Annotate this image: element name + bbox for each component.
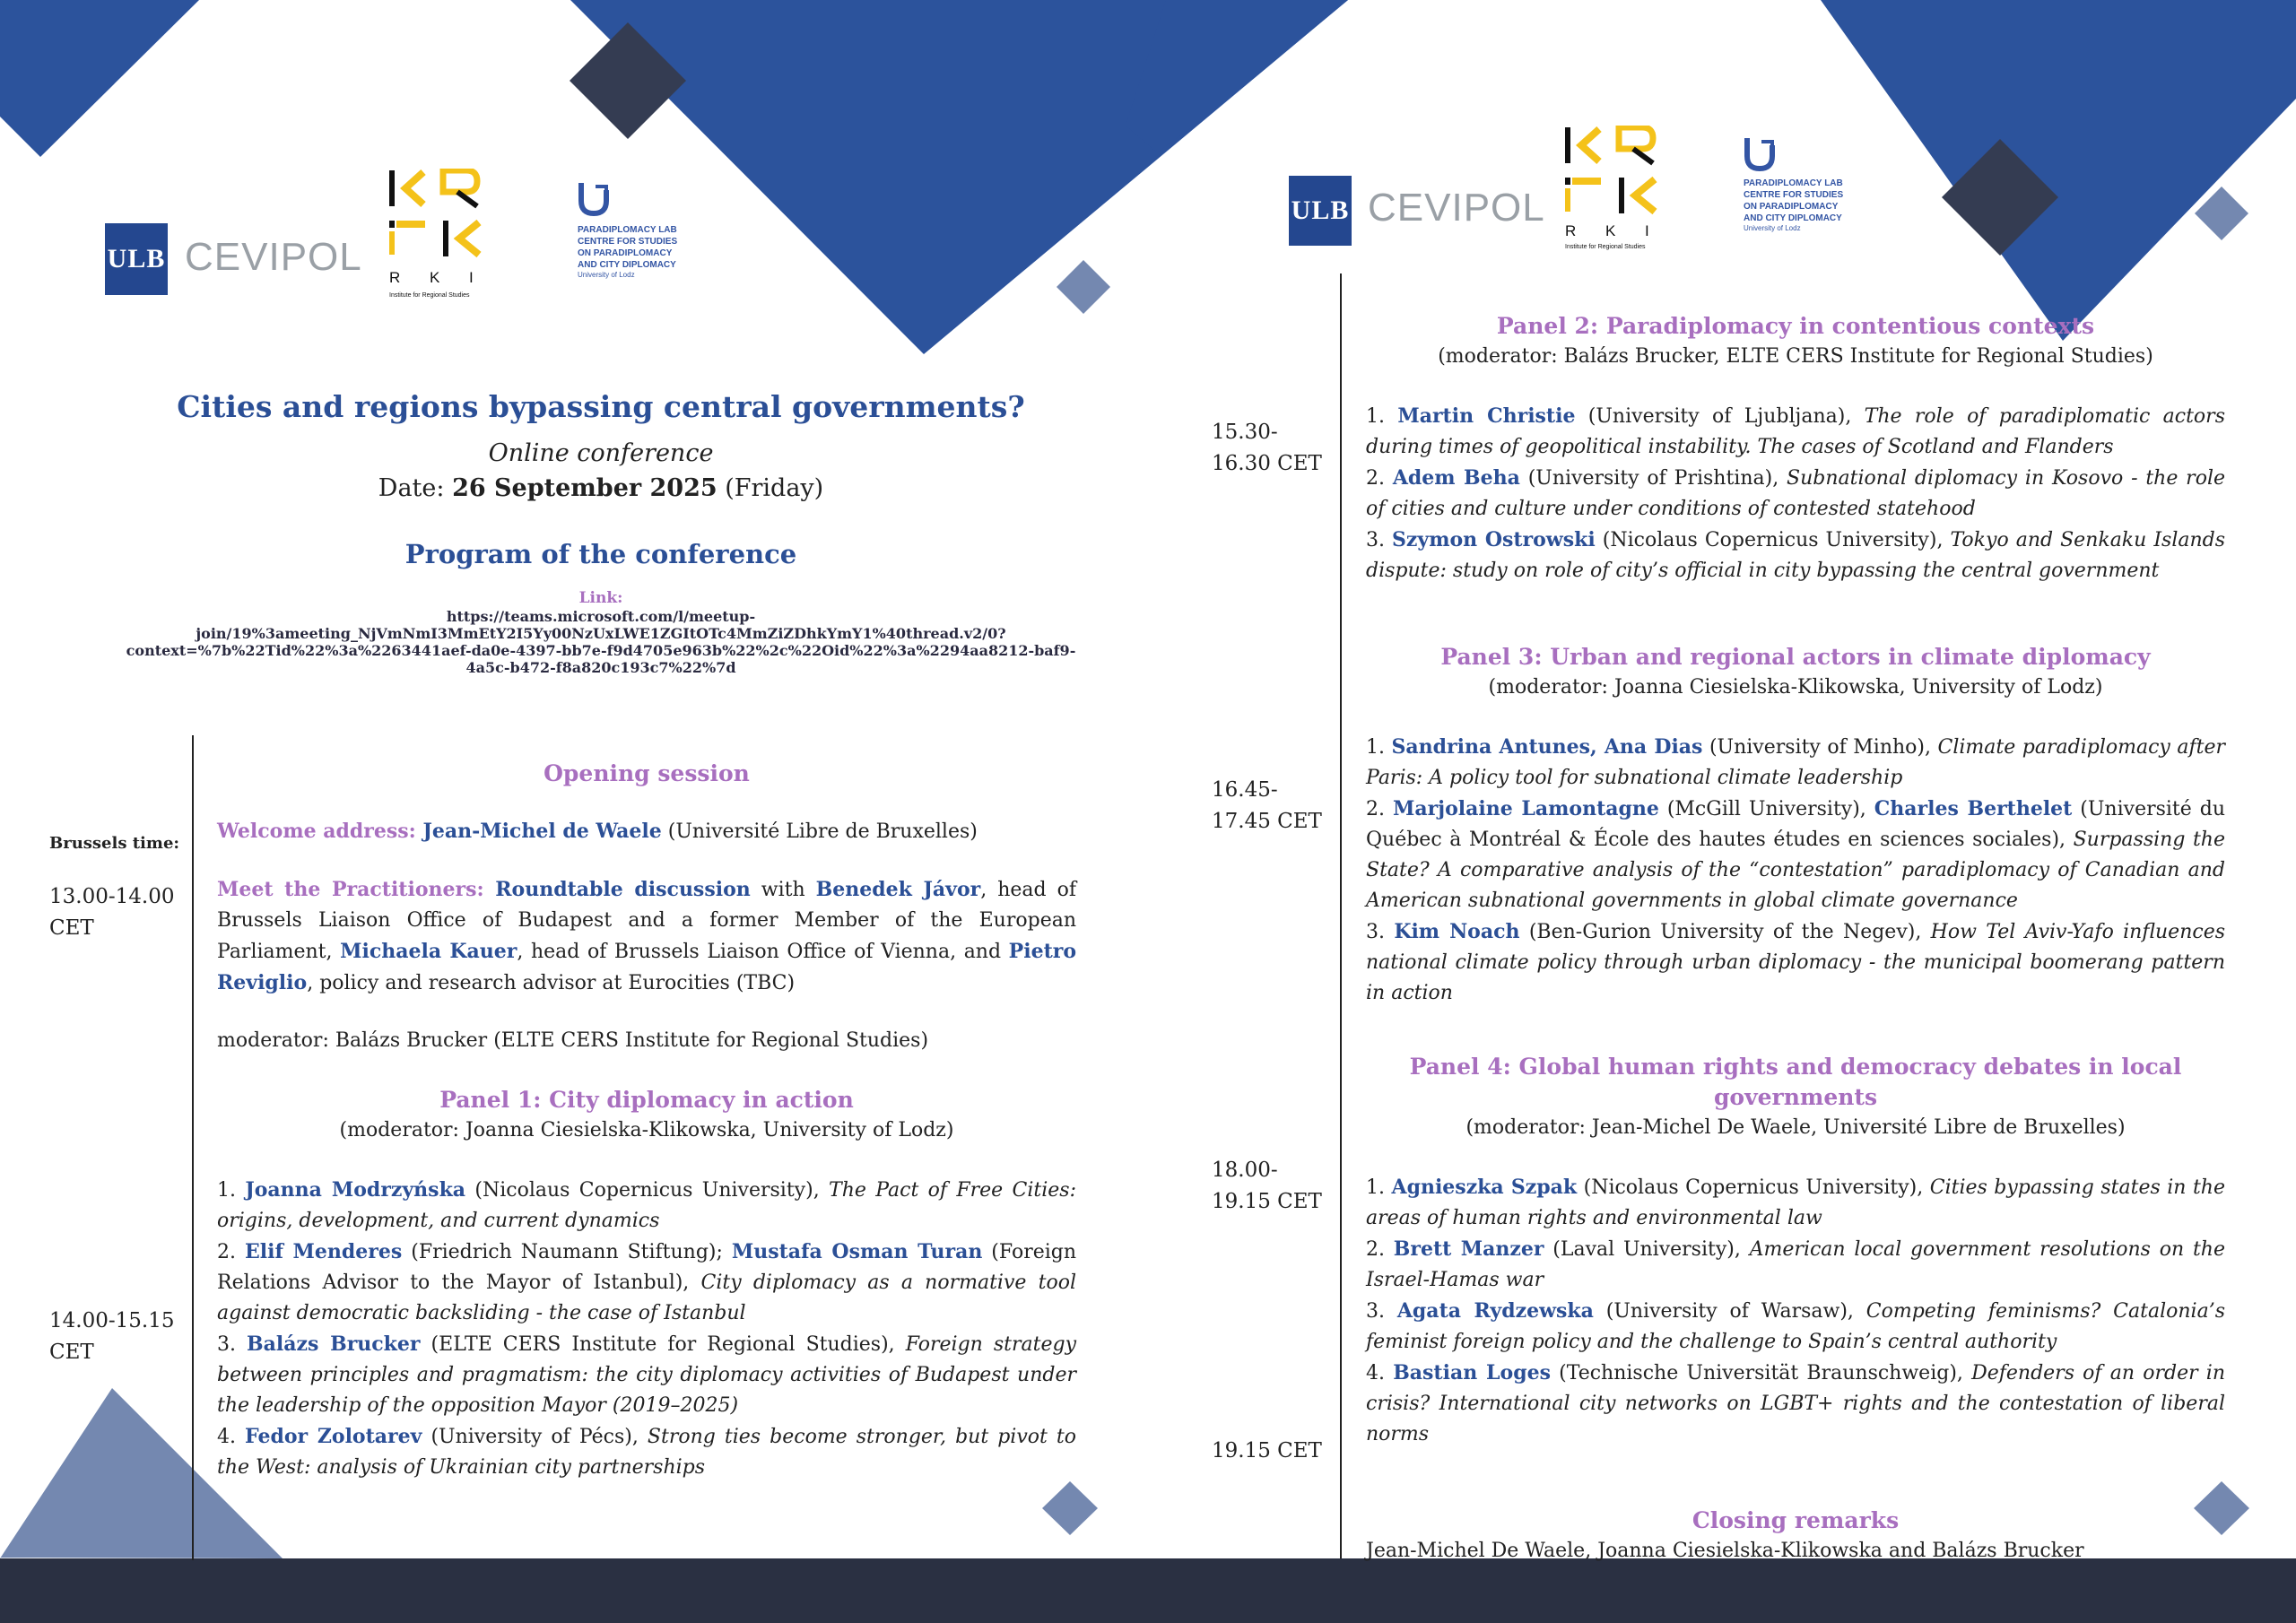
talk-title: Cities bypassing states in the areas of human rights and environmental law bbox=[1366, 1176, 2225, 1229]
link-line[interactable]: context=%7b%22Tid%22%3a%2263441aef-da0e-4397-bb7e-f9d4705e963b%22%2c%22Oid%22%3a%2294aa8212-baf9- bbox=[126, 642, 1076, 659]
panel2-moderator: (moderator: Balázs Brucker, ELTE CERS Institute for Regional Studies) bbox=[1438, 345, 2153, 368]
ulb-logo-right: ULB bbox=[1289, 176, 1352, 246]
time-text: 14.00-15.15 bbox=[49, 1309, 175, 1332]
item-number: 3. bbox=[1366, 1300, 1397, 1323]
conference-subtitle: Online conference bbox=[488, 439, 714, 467]
speaker-affiliation: (McGill University), bbox=[1658, 798, 1874, 820]
link-line[interactable]: 4a5c-b472-f8a820c193c7%22%7d bbox=[465, 659, 736, 676]
panel4-title: Panel 4: Global human rights and democracy debates in local governments bbox=[1409, 1054, 2182, 1110]
time-text: 18.00- bbox=[1212, 1159, 1278, 1182]
panel1-title: Panel 1: City diplomacy in action bbox=[439, 1087, 854, 1113]
conference-title: Cities and regions bypassing central governments? bbox=[177, 389, 1025, 424]
speaker-name: Fedor Zolotarev bbox=[245, 1425, 422, 1448]
time-text: CET bbox=[49, 916, 94, 940]
link-label: Link: bbox=[578, 589, 623, 607]
cevipol-logo-right: CEVIPOL bbox=[1368, 186, 1545, 230]
speaker-name: Marjolaine Lamontagne bbox=[1392, 797, 1659, 820]
speaker-name: Agata Rydzewska bbox=[1396, 1299, 1594, 1323]
list-item bbox=[1366, 794, 2225, 916]
lab-university: University of Lodz bbox=[1744, 224, 1801, 232]
panel3-moderator: (moderator: Joanna Ciesielska-Klikowska, University of Lodz) bbox=[1488, 676, 2103, 699]
closing-title: Closing remarks bbox=[1692, 1507, 1900, 1533]
talk-title: How Tel Aviv-Yafo influences national climate policy through urban diplomacy - the municipal boomerang pattern in action bbox=[1366, 921, 2226, 1004]
conference-header bbox=[90, 387, 1112, 676]
talk-title: American local government resolutions on the Israel-Hamas war bbox=[1366, 1238, 2225, 1291]
lab-name-line: PARADIPLOMACY LAB bbox=[1744, 178, 1843, 188]
speaker-affiliation: (Université Libre de Bruxelles) bbox=[661, 820, 978, 843]
panel3-list bbox=[1366, 732, 2225, 1009]
date-prefix: Date: bbox=[378, 474, 453, 502]
talk-title: Subnational diplomacy in Kosovo - the role of cities and culture under conditions of contested statehood bbox=[1366, 467, 2225, 520]
speaker-affiliation: (Nicolaus Copernicus University), bbox=[1577, 1176, 1930, 1199]
light-diamond-3 bbox=[1042, 1481, 1098, 1535]
list-item bbox=[1366, 1234, 2225, 1296]
item-number: 3. bbox=[1366, 529, 1393, 551]
speaker-name: Charles Berthelet bbox=[1874, 797, 2073, 820]
time-text: 19.15 CET bbox=[1212, 1439, 1322, 1462]
speaker-name: Elif Menderes bbox=[244, 1240, 403, 1263]
paradiplomacy-lab-text bbox=[578, 224, 677, 279]
item-number: 1. bbox=[1366, 1176, 1392, 1199]
date-value: 26 September 2025 bbox=[452, 474, 718, 502]
time-slot-panel4 bbox=[1212, 1155, 1322, 1218]
paradiplomacy-lab-icon bbox=[576, 178, 612, 219]
time-text: CET bbox=[49, 1341, 94, 1364]
talk-title: The role of paradiplomatic actors during times of geopolitical instability. The cases of Scotland and Flanders bbox=[1366, 405, 2225, 458]
time-slot-panel1 bbox=[49, 1306, 174, 1368]
top-right-corner-triangle bbox=[1821, 0, 2296, 341]
panel1-list bbox=[217, 1175, 1076, 1483]
speaker-name: Kim Noach bbox=[1394, 920, 1520, 943]
with-text: with bbox=[750, 879, 816, 901]
speaker-affiliation: (University of Prishtina), bbox=[1519, 467, 1787, 490]
speaker-name: Benedek Jávor bbox=[815, 878, 981, 901]
left-program-column bbox=[217, 759, 1076, 1483]
list-item bbox=[1366, 916, 2225, 1009]
link-line[interactable]: join/19%3ameeting_NjVmNmI3MmEtY2I5Yy00NzUxLWE1ZGItOTc4MmZiZDhkYmY1%40thread.v2/0? bbox=[196, 625, 1006, 642]
speaker-affiliation: (University of Minho), bbox=[1702, 736, 1938, 759]
list-item bbox=[217, 1237, 1076, 1329]
list-item bbox=[1366, 1172, 2225, 1234]
item-number: 3. bbox=[1366, 921, 1395, 943]
speaker-affiliation: (Nicolaus Copernicus University), bbox=[465, 1179, 830, 1202]
time-text: 13.00-14.00 bbox=[49, 885, 175, 908]
right-timeline-divider bbox=[1340, 273, 1342, 1558]
speaker-affiliation: (Nicolaus Copernicus University), bbox=[1595, 529, 1951, 551]
speaker-name: Pietro Reviglio bbox=[217, 940, 1076, 994]
speaker-affiliation: (Friedrich Naumann Stiftung); bbox=[402, 1241, 732, 1263]
item-number: 4. bbox=[217, 1426, 246, 1448]
list-item bbox=[1366, 732, 2225, 794]
speaker-name: Martin Christie bbox=[1397, 404, 1576, 428]
closing-speakers: Jean-Michel De Waele, Joanna Ciesielska-Klikowska and Balázs Brucker bbox=[1366, 1540, 2084, 1562]
talk-title: City diplomacy as a normative tool against democratic backsliding - the case of Istanbul bbox=[217, 1271, 1076, 1324]
speaker-affiliation: (Foreign Relations Advisor to the Mayor of Istanbul), bbox=[217, 1241, 1077, 1294]
speaker-name: Bastian Loges bbox=[1393, 1361, 1551, 1384]
lab-name-line: AND CITY DIPLOMACY bbox=[1744, 213, 1842, 223]
paradiplomacy-lab-icon-right bbox=[1742, 133, 1778, 174]
speaker-name: Jean-Michel de Waele bbox=[422, 820, 662, 843]
speaker-affiliation: (University of Warsaw), bbox=[1593, 1300, 1866, 1323]
speaker-role: , head of Brussels Liaison Office of Vienna, and bbox=[517, 941, 1009, 963]
paradiplomacy-lab-text-right bbox=[1744, 178, 1843, 232]
rki-subtitle: Institute for Regional Studies bbox=[389, 292, 470, 299]
speaker-affiliation: (Laval University), bbox=[1544, 1238, 1750, 1261]
opening-session-title: Opening session bbox=[544, 760, 750, 786]
panel4-list bbox=[1366, 1172, 2225, 1450]
speaker-affiliation: (University of Pécs), bbox=[422, 1426, 648, 1448]
ulb-logo: ULB bbox=[105, 223, 168, 295]
item-number: 2. bbox=[1366, 798, 1393, 820]
cevipol-logo: CEVIPOL bbox=[185, 235, 362, 279]
talk-title: Surpassing the State? A comparative analysis of the “contestation” paradiplomacy of Canadian and American subnational governments in global climate governance bbox=[1366, 829, 2225, 912]
time-slot-closing bbox=[1212, 1436, 1322, 1467]
time-text: 19.15 CET bbox=[1212, 1190, 1322, 1213]
link-line[interactable]: https://teams.microsoft.com/l/meetup- bbox=[446, 608, 756, 625]
talk-title: Foreign strategy between principles and pragmatism: the city diplomacy activities of Budapest under the leadership of the opposition Mayor (2019–2025) bbox=[217, 1333, 1077, 1417]
light-diamond-1 bbox=[1057, 260, 1110, 314]
panel2-title: Panel 2: Paradiplomacy in contentious contexts bbox=[1496, 313, 2095, 339]
item-number: 3. bbox=[217, 1333, 248, 1356]
lab-name-line: ON PARADIPLOMACY bbox=[1744, 202, 1839, 212]
meet-label: Meet the Practitioners: bbox=[217, 878, 496, 901]
opening-moderator: moderator: Balázs Brucker (ELTE CERS Institute for Regional Studies) bbox=[217, 1029, 929, 1052]
list-item bbox=[217, 1175, 1076, 1237]
conference-date bbox=[90, 472, 1112, 506]
speaker-affiliation: (Ben-Gurion University of the Negev), bbox=[1519, 921, 1931, 943]
time-text: 16.45- bbox=[1212, 778, 1278, 802]
welcome-label: Welcome address: bbox=[217, 820, 423, 843]
time-text: 17.45 CET bbox=[1212, 810, 1322, 833]
time-text: 15.30- bbox=[1212, 421, 1278, 444]
time-slot-panel3 bbox=[1212, 775, 1322, 838]
speaker-affiliation: (ELTE CERS Institute for Regional Studies), bbox=[420, 1333, 906, 1356]
speaker-affiliation: (Université du Québec à Montréal & École des hautes études en sciences sociales), bbox=[1366, 798, 2226, 851]
item-number: 4. bbox=[1366, 1362, 1394, 1384]
item-number: 2. bbox=[217, 1241, 245, 1263]
speaker-affiliation: (University of Ljubljana), bbox=[1575, 405, 1865, 428]
rki-letters-right: R K I bbox=[1565, 222, 1662, 239]
lab-name-line: ON PARADIPLOMACY bbox=[578, 248, 673, 258]
rki-letters: R K I bbox=[389, 269, 486, 286]
rki-logo-mark bbox=[387, 169, 491, 267]
roundtable-description bbox=[217, 874, 1076, 999]
time-slot-opening bbox=[49, 881, 174, 944]
panel2-list bbox=[1366, 401, 2225, 586]
speaker-name: Joanna Modrzyńska bbox=[245, 1178, 466, 1202]
left-timeline-divider bbox=[192, 735, 194, 1560]
speaker-name: Michaela Kauer bbox=[340, 940, 517, 963]
item-number: 2. bbox=[1366, 467, 1393, 490]
date-suffix: (Friday) bbox=[717, 474, 824, 502]
speaker-name: Adem Beha bbox=[1392, 466, 1520, 490]
panel1-moderator: (moderator: Joanna Ciesielska-Klikowska, University of Lodz) bbox=[339, 1119, 954, 1141]
right-program-column bbox=[1366, 311, 2225, 1567]
item-number: 1. bbox=[1366, 736, 1392, 759]
list-item bbox=[217, 1329, 1076, 1421]
top-right-blue-triangle bbox=[1126, 0, 1348, 152]
list-item bbox=[217, 1421, 1076, 1483]
panel4-moderator: (moderator: Jean-Michel De Waele, Université Libre de Bruxelles) bbox=[1465, 1116, 2126, 1139]
top-left-blue-triangle bbox=[0, 0, 199, 157]
list-item bbox=[1366, 1296, 2225, 1358]
talk-title: Tokyo and Senkaku Islands dispute: study on role of city’s official in city bypassing the central government bbox=[1366, 529, 2226, 582]
welcome-address bbox=[217, 816, 1076, 847]
meeting-link[interactable] bbox=[90, 608, 1112, 676]
lab-university: University of Lodz bbox=[578, 271, 635, 279]
speaker-name: Agnieszka Szpak bbox=[1391, 1176, 1578, 1199]
speaker-name: Szymon Ostrowski bbox=[1392, 528, 1596, 551]
list-item bbox=[1366, 525, 2225, 586]
panel3-title: Panel 3: Urban and regional actors in climate diplomacy bbox=[1440, 644, 2151, 670]
item-number: 1. bbox=[1366, 405, 1398, 428]
speaker-name: Sandrina Antunes, Ana Dias bbox=[1391, 735, 1703, 759]
item-number: 1. bbox=[217, 1179, 246, 1202]
lab-name-line: PARADIPLOMACY LAB bbox=[578, 225, 677, 235]
roundtable-label: Roundtable discussion bbox=[495, 878, 751, 901]
talk-title: Strong ties become stronger, but pivot to the West: analysis of Ukrainian city partnerships bbox=[217, 1426, 1076, 1479]
list-item bbox=[1366, 401, 2225, 463]
talk-title: Competing feminisms? Catalonia’s feminist foreign policy and the challenge to Spain’s central authority bbox=[1366, 1300, 2225, 1353]
time-text: 16.30 CET bbox=[1212, 452, 1322, 475]
list-item bbox=[1366, 463, 2225, 525]
brussels-time-label: Brussels time: bbox=[49, 834, 180, 853]
talk-title: Climate paradiplomacy after Paris: A policy tool for subnational climate leadership bbox=[1366, 736, 2225, 789]
list-item bbox=[1366, 1358, 2225, 1450]
rki-logo-mark-right bbox=[1563, 126, 1666, 224]
footer-band bbox=[0, 1558, 2296, 1623]
speaker-name: Mustafa Osman Turan bbox=[731, 1240, 983, 1263]
program-title: Program of the conference bbox=[404, 539, 797, 569]
lab-name-line: AND CITY DIPLOMACY bbox=[578, 260, 676, 270]
speaker-name: Brett Manzer bbox=[1393, 1237, 1544, 1261]
time-slot-panel2 bbox=[1212, 417, 1322, 480]
speaker-name: Balázs Brucker bbox=[247, 1332, 421, 1356]
lab-name-line: CENTRE FOR STUDIES bbox=[578, 237, 678, 247]
lab-name-line: CENTRE FOR STUDIES bbox=[1744, 190, 1844, 200]
speaker-affiliation: (Technische Universität Braunschweig), bbox=[1550, 1362, 1972, 1384]
speaker-role: , head of Brussels Liaison Office of Budapest and a former Member of the European Parliament, bbox=[217, 879, 1076, 963]
item-number: 2. bbox=[1366, 1238, 1394, 1261]
talk-title: The Pact of Free Cities: origins, development, and current dynamics bbox=[217, 1179, 1076, 1232]
talk-title: Defenders of an order in crisis? International city networks on LGBT+ rights and the contestation of liberal norms bbox=[1366, 1362, 2226, 1445]
speaker-role: , policy and research advisor at Eurocities (TBC) bbox=[307, 972, 796, 994]
rki-subtitle-right: Institute for Regional Studies bbox=[1565, 244, 1646, 250]
